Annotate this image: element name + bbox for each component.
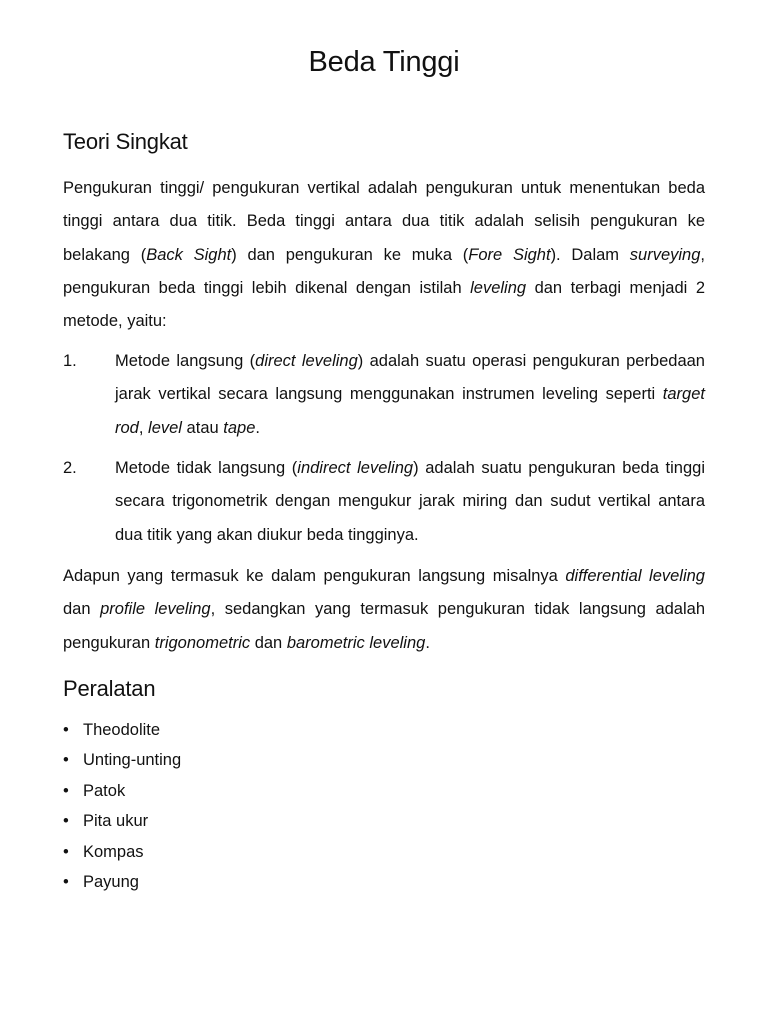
method-list [63, 345, 705, 445]
method-text: Metode langsung ( [115, 352, 256, 370]
intro-term-surveying: surveying [629, 245, 701, 264]
closing-text: Adapun yang termasuk ke dalam pengukuran langsung misalnya [63, 567, 566, 585]
section-heading-teori-singkat: Teori Singkat [63, 129, 188, 154]
closing-text: , sedangkan yang termasuk pengukuran tidak langsung adalah pengukuran [63, 600, 705, 652]
method-text: , [138, 418, 149, 437]
intro-text: , pengukuran beda tinggi lebih dikenal dengan istilah [63, 245, 705, 297]
closing-term: differential leveling [565, 567, 705, 585]
closing-term: trigonometric [154, 633, 251, 652]
list-item [63, 806, 181, 836]
method-text: ) adalah suatu pengukuran beda tinggi secara trigonometrik dengan mengukur jarak miring dan sudut vertikal antara dua titik yang akan diukur beda tingginya. [115, 459, 705, 544]
document-title: Beda Tinggi [308, 46, 460, 78]
equipment-list [63, 715, 181, 897]
list-item [63, 867, 181, 897]
intro-term-back-sight: Back Sight [146, 245, 232, 264]
intro-paragraph [63, 172, 705, 338]
method-item-indirect [63, 452, 705, 552]
equipment-label: Unting-unting [83, 751, 182, 770]
method-text: ) adalah suatu operasi pengukuran perbedaan jarak vertikal secara langsung menggunakan instrumen leveling seperti [115, 352, 705, 404]
list-item [63, 776, 181, 806]
section-heading-peralatan: Peralatan [63, 676, 156, 701]
method-text: atau [181, 418, 224, 437]
method-text: . [255, 418, 260, 437]
intro-text: dan terbagi menjadi 2 metode, yaitu: [63, 278, 705, 331]
equipment-label: Patok [83, 781, 126, 800]
list-item [63, 837, 181, 867]
equipment-label: Theodolite [83, 721, 161, 739]
bullet-icon: • [63, 842, 69, 861]
closing-term: barometric leveling [286, 633, 426, 652]
intro-term-fore-sight: Fore Sight [468, 245, 551, 264]
equipment-label: Pita ukur [83, 812, 149, 831]
equipment-label: Kompas [83, 842, 144, 861]
method-term: indirect leveling [297, 459, 414, 477]
bullet-icon: • [63, 781, 69, 800]
intro-term-leveling: leveling [470, 278, 527, 297]
bullet-icon: • [63, 873, 69, 892]
bullet-icon: • [63, 721, 69, 739]
bullet-icon: • [63, 812, 69, 831]
method-term: direct leveling [255, 352, 358, 370]
intro-text: ) dan pengukuran ke muka ( [231, 245, 469, 264]
method-list [63, 452, 705, 552]
method-item-direct [63, 345, 705, 445]
list-item [63, 745, 181, 775]
list-item [63, 715, 181, 745]
closing-text: . [425, 633, 430, 652]
closing-text: dan [250, 633, 287, 652]
method-term: level [148, 418, 182, 437]
intro-text: Pengukuran tinggi/ pengukuran vertikal adalah pengukuran untuk menentukan beda tinggi antara dua titik. Beda tinggi antara dua titik adalah selisih pengukuran ke belakang ( [63, 179, 705, 264]
closing-term: profile leveling [100, 600, 211, 619]
method-term: target rod [115, 385, 705, 437]
list-number: 1. [63, 352, 77, 370]
method-term: tape [223, 418, 256, 437]
list-number: 2. [63, 459, 77, 477]
equipment-label: Payung [83, 873, 139, 892]
method-text: Metode tidak langsung ( [115, 459, 298, 477]
bullet-icon: • [63, 751, 69, 770]
closing-paragraph [63, 560, 705, 660]
intro-text: ). Dalam [550, 245, 630, 264]
closing-text: dan [63, 600, 101, 619]
